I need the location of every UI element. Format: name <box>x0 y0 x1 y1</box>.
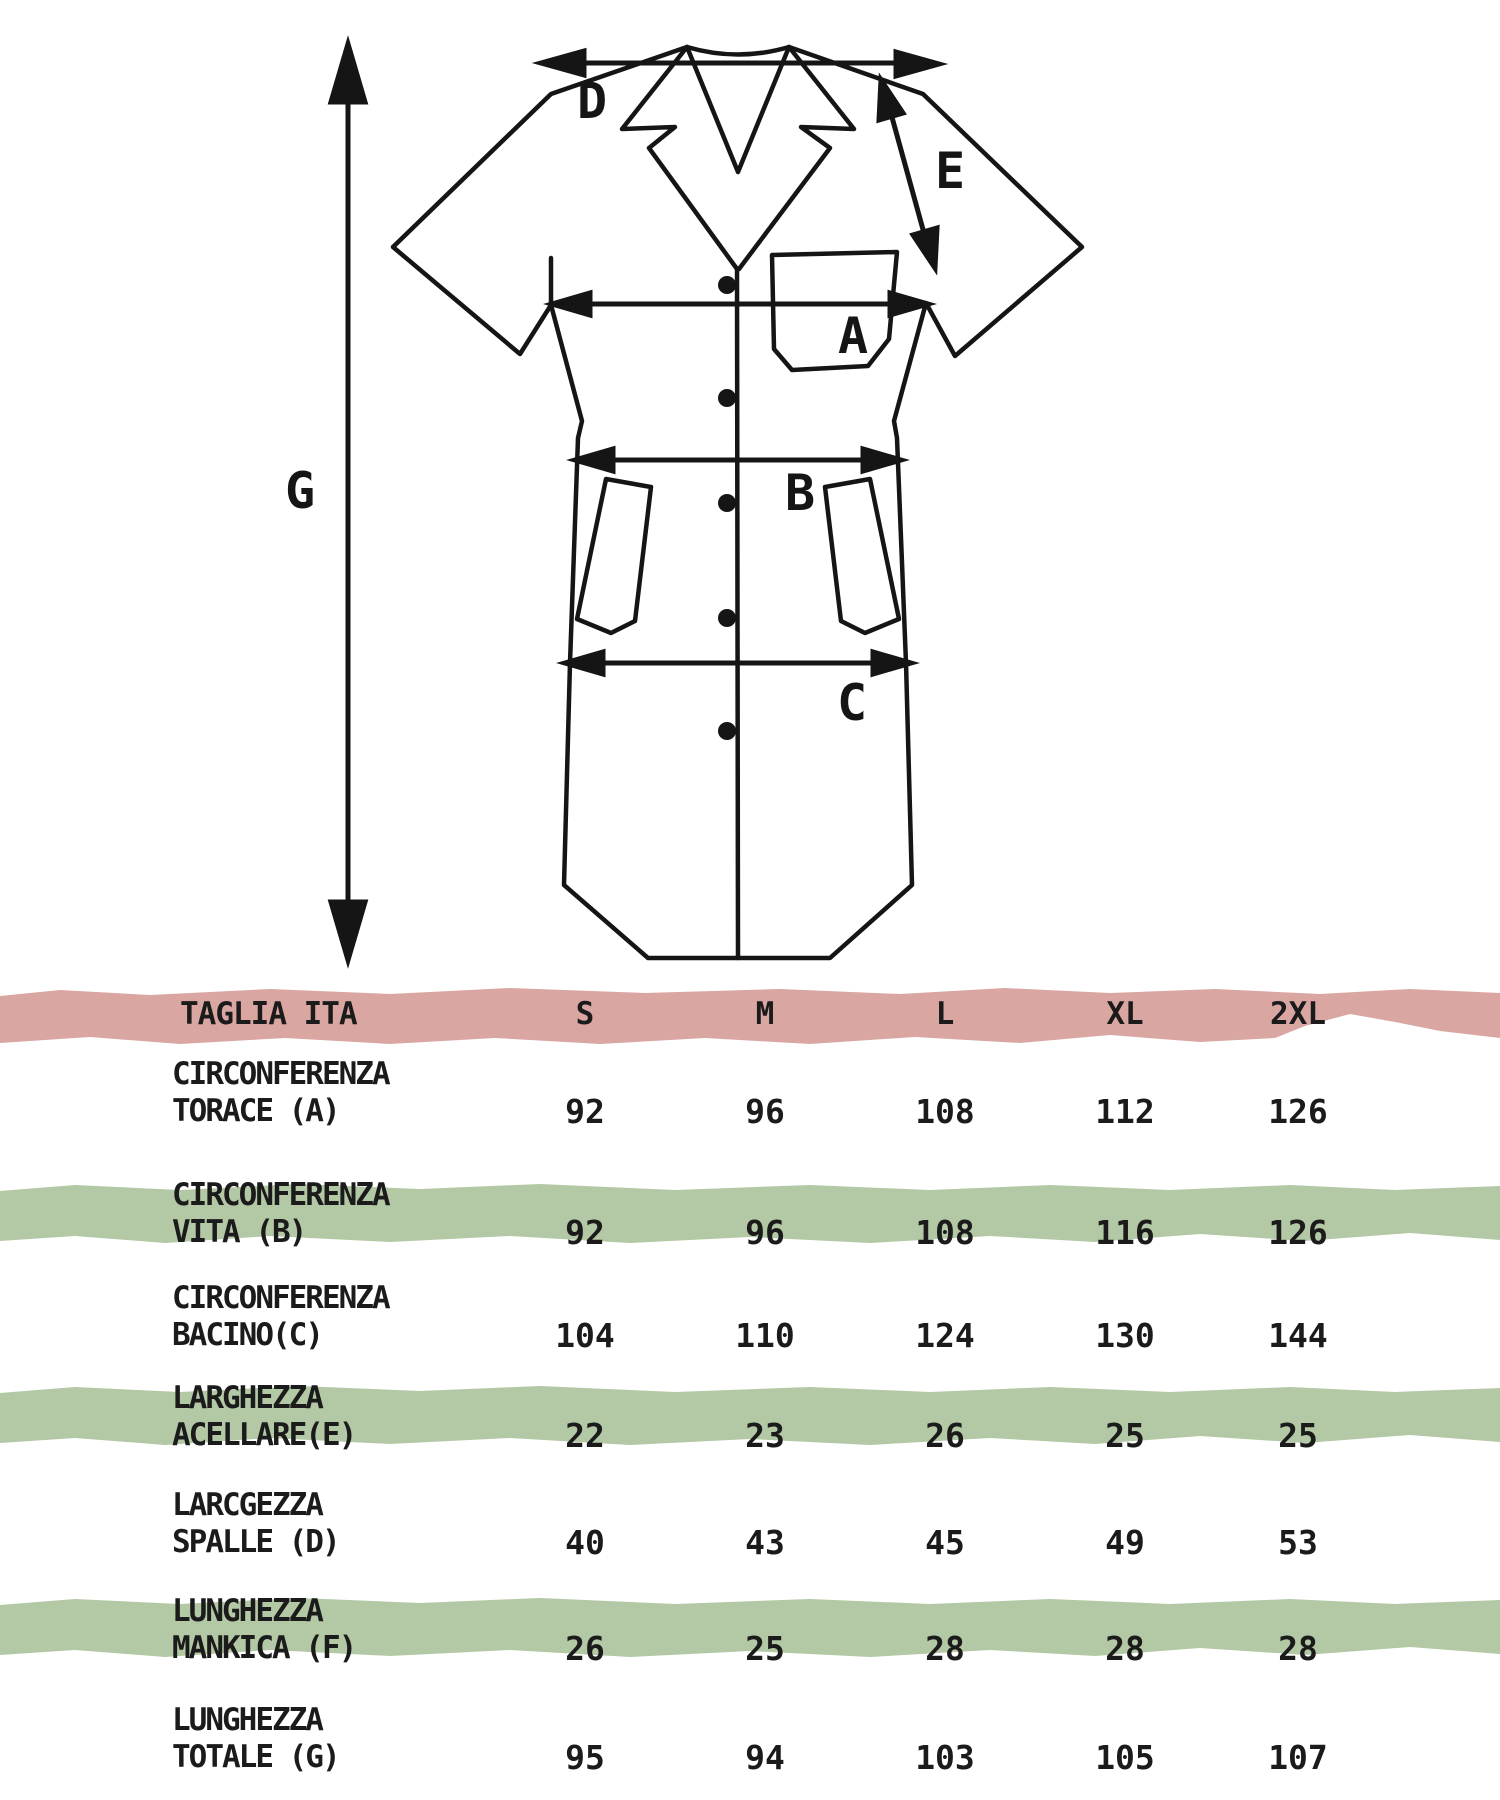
row-label-torace: CIRCONFERENZA TORACE (A) <box>172 1056 389 1129</box>
cell-bacino-m: 110 <box>735 1316 795 1355</box>
cell-manica-xl: 28 <box>1105 1629 1145 1668</box>
row-label-spalle: LARCGEZZA SPALLE (D) <box>172 1487 339 1560</box>
size-table-header-label: TAGLIA ITA <box>180 996 357 1032</box>
row-label-bacino: CIRCONFERENZA BACINO(C) <box>172 1280 389 1353</box>
cell-vita-s: 92 <box>565 1213 605 1252</box>
cell-totale-2xl: 107 <box>1268 1738 1328 1777</box>
label-c: C <box>836 674 868 732</box>
cell-manica-m: 25 <box>745 1629 785 1668</box>
cell-torace-xl: 112 <box>1095 1092 1155 1131</box>
cell-manica-2xl: 28 <box>1278 1629 1318 1668</box>
cell-bacino-xl: 130 <box>1095 1316 1155 1355</box>
cell-manica-s: 26 <box>565 1629 605 1668</box>
collar-right <box>739 47 854 269</box>
cell-totale-xl: 105 <box>1095 1738 1155 1777</box>
cell-spalle-s: 40 <box>565 1523 605 1562</box>
cell-bacino-s: 104 <box>555 1316 615 1355</box>
arrow-e <box>890 110 927 244</box>
cell-spalle-2xl: 53 <box>1278 1523 1318 1562</box>
cell-vita-m: 96 <box>745 1213 785 1252</box>
neckline-inner-v <box>687 47 789 172</box>
label-e: E <box>934 142 966 200</box>
cell-bacino-l: 124 <box>915 1316 975 1355</box>
cell-acellare-s: 22 <box>565 1416 605 1455</box>
cell-bacino-2xl: 144 <box>1268 1316 1328 1355</box>
cell-totale-l: 103 <box>915 1738 975 1777</box>
label-d: D <box>576 72 608 130</box>
cell-acellare-l: 26 <box>925 1416 965 1455</box>
cell-torace-2xl: 126 <box>1268 1092 1328 1131</box>
button-dots <box>718 276 736 740</box>
cell-acellare-m: 23 <box>745 1416 785 1455</box>
hip-pocket-right <box>825 479 899 633</box>
row-label-totale: LUNGHEZZA TOTALE (G) <box>172 1702 339 1775</box>
cell-torace-s: 92 <box>565 1092 605 1131</box>
cell-totale-s: 95 <box>565 1738 605 1777</box>
cell-vita-2xl: 126 <box>1268 1213 1328 1252</box>
cell-torace-m: 96 <box>745 1092 785 1131</box>
chest-pocket <box>772 252 897 370</box>
size-col-m: M <box>755 996 775 1032</box>
cell-manica-l: 28 <box>925 1629 965 1668</box>
collar-left <box>622 47 737 269</box>
cell-spalle-m: 43 <box>745 1523 785 1562</box>
cell-torace-l: 108 <box>915 1092 975 1131</box>
cell-acellare-2xl: 25 <box>1278 1416 1318 1455</box>
row-label-acellare: LARGHEZZA ACELLARE(E) <box>172 1380 356 1453</box>
label-g: G <box>284 462 316 520</box>
cell-vita-xl: 116 <box>1095 1213 1155 1252</box>
hip-pocket-left <box>577 479 651 633</box>
cell-spalle-xl: 49 <box>1105 1523 1145 1562</box>
size-col-xl: XL <box>1106 996 1144 1032</box>
cell-acellare-xl: 25 <box>1105 1416 1145 1455</box>
size-col-s: S <box>575 996 595 1032</box>
size-col-l: L <box>935 996 955 1032</box>
row-label-manica: LUNGHEZZA MANKICA (F) <box>172 1593 356 1666</box>
center-front-line <box>737 269 738 958</box>
label-b: B <box>784 464 816 522</box>
label-a: A <box>837 307 869 365</box>
cell-totale-m: 94 <box>745 1738 785 1777</box>
size-col-2xl: 2XL <box>1270 996 1326 1032</box>
cell-spalle-l: 45 <box>925 1523 965 1562</box>
cell-vita-l: 108 <box>915 1213 975 1252</box>
row-label-vita: CIRCONFERENZA VITA (B) <box>172 1177 389 1250</box>
